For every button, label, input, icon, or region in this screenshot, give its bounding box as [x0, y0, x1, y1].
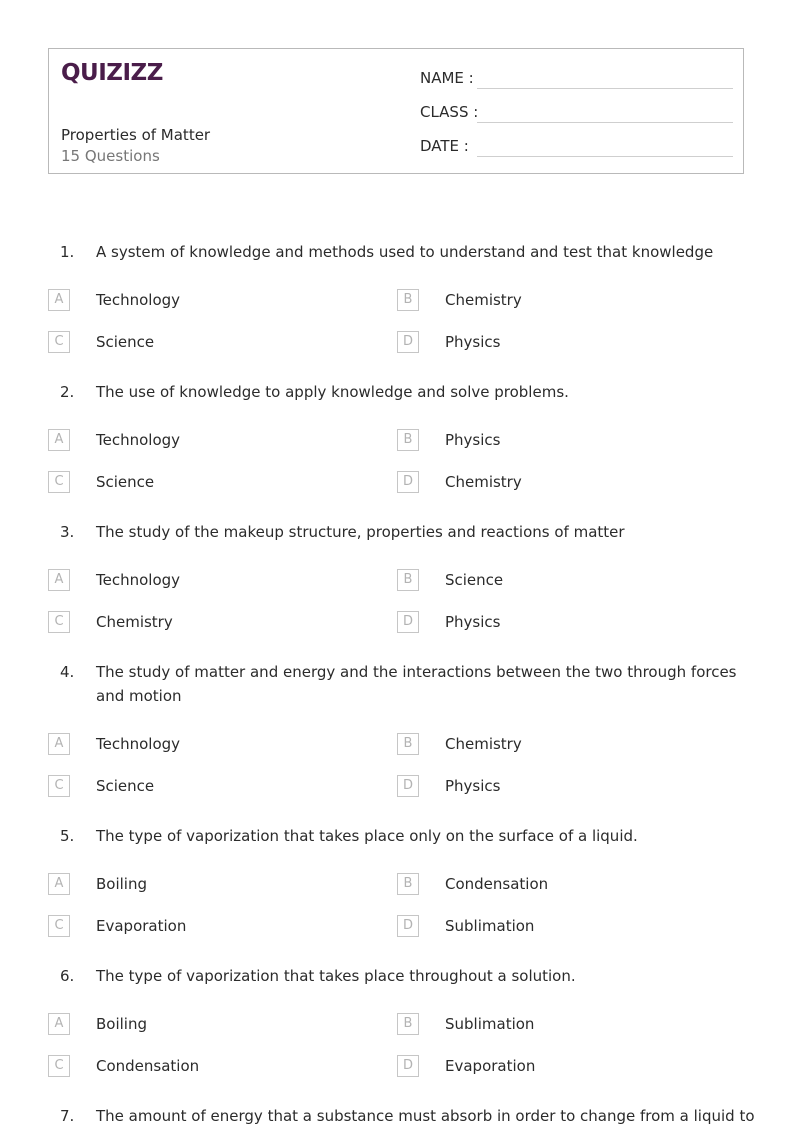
question-number: 4.	[60, 663, 75, 681]
option-text: Evaporation	[445, 1057, 536, 1075]
option-text: Boiling	[96, 1015, 147, 1033]
option-text: Physics	[445, 431, 501, 449]
option-text: Physics	[445, 333, 501, 351]
option-text: Technology	[96, 735, 181, 753]
question-text: The use of knowledge to apply knowledge and solve problems.	[96, 383, 569, 401]
answer-option-d[interactable]	[397, 775, 717, 799]
option-letter-box[interactable]: A	[48, 873, 70, 895]
question-number: 2.	[60, 383, 75, 401]
answer-option-c[interactable]	[48, 1055, 368, 1079]
option-text: Condensation	[445, 875, 549, 893]
worksheet-header	[48, 48, 744, 174]
option-text: Physics	[445, 777, 501, 795]
option-letter-box[interactable]: C	[48, 775, 70, 797]
date-line[interactable]	[477, 156, 733, 157]
class-line[interactable]	[477, 122, 733, 123]
answer-option-d[interactable]	[397, 611, 717, 635]
option-letter-box[interactable]: D	[397, 915, 419, 937]
option-letter-box[interactable]: B	[397, 1013, 419, 1035]
answer-option-d[interactable]	[397, 471, 717, 495]
worksheet-title: Properties of Matter	[61, 126, 211, 144]
name-field[interactable]	[420, 68, 733, 90]
answer-option-b[interactable]	[397, 873, 717, 897]
option-text: Chemistry	[96, 613, 173, 631]
answer-option-d[interactable]	[397, 331, 717, 355]
quizizz-logo: QUIZIZZ	[61, 60, 163, 86]
question-text: A system of knowledge and methods used to understand and test that knowledge	[96, 243, 714, 261]
answer-option-c[interactable]	[48, 331, 368, 355]
answer-option-b[interactable]	[397, 569, 717, 593]
answer-option-b[interactable]	[397, 429, 717, 453]
option-letter-box[interactable]: A	[48, 733, 70, 755]
answer-option-c[interactable]	[48, 775, 368, 799]
answer-option-c[interactable]	[48, 471, 368, 495]
option-letter-box[interactable]: D	[397, 1055, 419, 1077]
option-letter-box[interactable]: D	[397, 331, 419, 353]
option-letter-box[interactable]: B	[397, 429, 419, 451]
option-text: Evaporation	[96, 917, 187, 935]
option-text: Science	[445, 571, 504, 589]
option-text: Sublimation	[445, 917, 535, 935]
option-text: Technology	[96, 571, 181, 589]
question-number: 3.	[60, 523, 75, 541]
name-label: NAME :	[420, 69, 474, 87]
option-letter-box[interactable]: D	[397, 611, 419, 633]
option-letter-box[interactable]: C	[48, 331, 70, 353]
option-letter-box[interactable]: B	[397, 289, 419, 311]
answer-option-b[interactable]	[397, 1013, 717, 1037]
answer-option-a[interactable]	[48, 569, 368, 593]
option-text: Chemistry	[445, 735, 522, 753]
name-line[interactable]	[477, 88, 733, 89]
option-letter-box[interactable]: D	[397, 471, 419, 493]
question-text: The type of vaporization that takes place throughout a solution.	[96, 967, 576, 985]
question-text: The type of vaporization that takes place only on the surface of a liquid.	[96, 827, 638, 845]
question-text: The study of the makeup structure, properties and reactions of matter	[96, 523, 625, 541]
answer-option-a[interactable]	[48, 289, 368, 313]
option-text: Sublimation	[445, 1015, 535, 1033]
option-text: Chemistry	[445, 291, 522, 309]
option-text: Boiling	[96, 875, 147, 893]
option-text: Science	[96, 473, 155, 491]
option-text: Chemistry	[445, 473, 522, 491]
option-letter-box[interactable]: B	[397, 873, 419, 895]
answer-option-b[interactable]	[397, 289, 717, 313]
question-number: 5.	[60, 827, 75, 845]
option-letter-box[interactable]: B	[397, 569, 419, 591]
option-text: Science	[96, 777, 155, 795]
option-text: Science	[96, 333, 155, 351]
answer-option-a[interactable]	[48, 429, 368, 453]
class-label: CLASS :	[420, 103, 479, 121]
option-letter-box[interactable]: C	[48, 471, 70, 493]
answer-option-a[interactable]	[48, 1013, 368, 1037]
answer-option-c[interactable]	[48, 611, 368, 635]
option-letter-box[interactable]: C	[48, 611, 70, 633]
question-text: The study of matter and energy and the interactions between the two through forces and motion	[96, 663, 737, 705]
question-number: 1.	[60, 243, 75, 261]
option-text: Technology	[96, 431, 181, 449]
answer-option-a[interactable]	[48, 873, 368, 897]
option-letter-box[interactable]: C	[48, 1055, 70, 1077]
answer-option-d[interactable]	[397, 1055, 717, 1079]
option-text: Physics	[445, 613, 501, 631]
date-label: DATE :	[420, 137, 469, 155]
option-letter-box[interactable]: D	[397, 775, 419, 797]
class-field[interactable]	[420, 102, 733, 124]
answer-option-d[interactable]	[397, 915, 717, 939]
answer-option-b[interactable]	[397, 733, 717, 757]
answer-option-c[interactable]	[48, 915, 368, 939]
option-text: Technology	[96, 291, 181, 309]
option-letter-box[interactable]: A	[48, 289, 70, 311]
option-letter-box[interactable]: C	[48, 915, 70, 937]
option-letter-box[interactable]: B	[397, 733, 419, 755]
date-field[interactable]	[420, 136, 733, 158]
question-number: 7.	[60, 1107, 75, 1125]
option-letter-box[interactable]: A	[48, 429, 70, 451]
option-text: Condensation	[96, 1057, 200, 1075]
option-letter-box[interactable]: A	[48, 1013, 70, 1035]
question-text: The amount of energy that a substance must absorb in order to change from a liquid to	[96, 1107, 755, 1125]
option-letter-box[interactable]: A	[48, 569, 70, 591]
question-count: 15 Questions	[61, 147, 160, 165]
answer-option-a[interactable]	[48, 733, 368, 757]
question-number: 6.	[60, 967, 75, 985]
